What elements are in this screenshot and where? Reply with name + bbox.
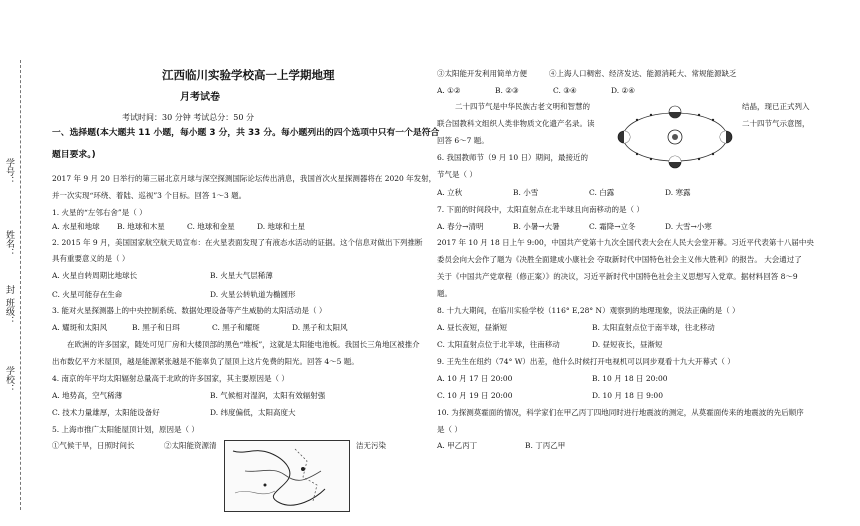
section1-heading-cont: 题目要求。) [52, 150, 96, 160]
q2-stem-line2: 具有重要意义的是（ ） [52, 254, 130, 263]
q1-option-b[interactable]: B. 地球和木星 [117, 222, 165, 231]
q3-stem: 3. 能对火星探测器上的中央控制系统、数据处理设备等产生威胁的太阳活动是（ ） [52, 306, 327, 315]
q2-stem-line1: 2. 2015 年 9 月，美国国家航空航天局宣布：在火星表面发现了有液态水活动的证据。这个信息对做出下列推断 [52, 238, 423, 247]
q5-option-c[interactable]: C. ③④ [553, 86, 577, 95]
earth-lit-half-left [624, 131, 630, 143]
q2-option-c[interactable]: C. 火星可能存在生命 [52, 290, 123, 299]
q10-stem-line1: 10. 为探测莫霍面的情况，科学家们在甲乙丙丁四地同时进行地震波的测定，从莫霍面传来的地震波的先后顺序 [437, 408, 804, 417]
passage3-line2-cont: 二十四节气示意图， [742, 119, 810, 128]
q6-option-d[interactable]: D. 寒露 [665, 188, 691, 197]
q3-option-b[interactable]: B. 黑子和日珥 [132, 323, 180, 332]
river [245, 470, 321, 480]
q2-option-a[interactable]: A. 火星自转周期比地球长 [52, 271, 138, 280]
q3-option-d[interactable]: D. 黑子和太阳风 [292, 323, 348, 332]
passage4-line4: 题。 [437, 289, 452, 298]
coastline [233, 451, 325, 506]
passage3-line1: 二十四节气是中华民族古老文明和智慧的 [455, 102, 590, 111]
q6-option-a[interactable]: A. 立秋 [437, 188, 463, 197]
q6-option-b[interactable]: B. 小雪 [513, 188, 539, 197]
passage2-line1: 在欧洲的许多国家，随处可见厂房和大楼顶部的黑色“堆板”，这就是太阳能电池板。我国长三角地区被推介 [67, 340, 420, 349]
q9-stem: 9. 王先生在纽约（74° W）出差，他什么时候打开电视机可以同步观看十九大开幕式（ ） [437, 357, 735, 366]
term-tick [650, 114, 652, 116]
seal-mark: 封 [4, 285, 14, 294]
q10-stem-line2: 是（ ） [437, 425, 462, 434]
exam-title: 江西临川实验学校高一上学期地理 [162, 68, 335, 82]
earth-dark-half-top [669, 112, 681, 118]
q5-option-d[interactable]: D. ②④ [611, 86, 635, 95]
q5-statement-2-cont: 洁无污染 [356, 441, 386, 450]
q5-statement-4: ④上海人口稠密、经济发达、能源消耗大、常规能源缺乏 [549, 69, 737, 78]
q5-statement-3: ③太阳能开发利用简单方便 [437, 69, 527, 78]
q1-option-a[interactable]: A. 水星和地球 [52, 222, 100, 231]
q1-option-d[interactable]: D. 地球和土星 [257, 222, 306, 231]
q1-stem: 1. 火星的“左邻右舍”是（ ） [52, 208, 147, 217]
q10-option-a[interactable]: A. 甲乙丙丁 [437, 441, 478, 450]
passage4-line2: 委员会向大会作了题为《决胜全面建成小康社会 夺取新时代中国特色社会主义伟大胜利》的报告。 大会通过了 [437, 255, 802, 264]
passage4-line3: 关于《中国共产党章程（修正案）》的决议，习近平新时代中国特色社会主义思想写入党章。据材料回答 8～9 [437, 272, 798, 281]
q5-option-b[interactable]: B. ②③ [495, 86, 519, 95]
passage1-line1: 2017 年 9 月 20 日举行的第三届北京月球与深空探测国际论坛传出消息，我国首次火星探测器将在 2020 年发射， [52, 174, 437, 183]
q6-stem-line2: 节气是（ ） [437, 170, 477, 179]
term-tick [650, 158, 652, 160]
q9-option-d[interactable]: D. 10 月 18 日 9:00 [592, 391, 663, 400]
student-number-label: 学号： [4, 158, 14, 185]
q8-option-d[interactable]: D. 昼短夜长，昼渐短 [592, 340, 663, 349]
term-tick [712, 153, 714, 155]
q5-option-a[interactable]: A. ①② [437, 86, 461, 95]
sun-core-icon [672, 134, 678, 140]
q7-stem: 7. 下面的时间段中，太阳直射点在北半球且向南移动的是（ ） [437, 205, 644, 214]
q8-option-b[interactable]: B. 太阳直射点位于南半球，往北移动 [592, 323, 715, 332]
q10-option-b[interactable]: B. 丁丙乙甲 [525, 441, 566, 450]
term-tick [636, 153, 638, 155]
q3-option-a[interactable]: A. 耀斑和太阳风 [52, 323, 108, 332]
q8-option-c[interactable]: C. 太阳直射点位于北半球，往南移动 [437, 340, 560, 349]
name-label: 姓名： [4, 230, 14, 257]
q8-stem: 8. 十九大期间，在临川实验学校（116° E,28° N）观察到的地理现象，说法正确的是（ ） [437, 306, 740, 315]
binding-dashed-line [20, 60, 21, 510]
term-tick [698, 114, 700, 116]
term-tick [636, 119, 638, 121]
shanghai-map-figure [224, 440, 350, 512]
city-marker [301, 467, 305, 471]
q4-stem: 4. 南京的年平均太阳辐射总量高于北欧的许多国家，其主要原因是（ ） [52, 374, 289, 383]
exam-meta: 考试时间：30 分钟 考试总分：50 分 [122, 113, 254, 122]
q5-stem: 5. 上海市推广太阳能屋顶计划，原因是（ ） [52, 425, 199, 434]
q7-option-b[interactable]: B. 小暑→大暑 [513, 222, 560, 231]
q7-option-d[interactable]: D. 大雪→小寒 [665, 222, 712, 231]
q1-option-c[interactable]: C. 地球和金星 [187, 222, 235, 231]
earth-lit-half-bottom [669, 156, 681, 162]
q4-option-b[interactable]: B. 气候相对湿润，太阳有效辐射强 [210, 391, 326, 400]
q4-option-c[interactable]: C. 技术力量雄厚，太阳能设备好 [52, 408, 160, 417]
q4-option-a[interactable]: A. 地势高，空气稀薄 [52, 391, 123, 400]
passage3-line3: 回答 6～7 题。 [437, 136, 489, 145]
q5-statement-1: ①气候干旱，日照时间长 [52, 441, 135, 450]
passage3-line2: 联合国教科文组织人类非物质文化遗产名录。读 [437, 119, 595, 128]
q3-option-c[interactable]: C. 黑子和耀斑 [212, 323, 260, 332]
binding-strip [0, 0, 28, 526]
passage3-line1-cont: 结晶，现已正式列入 [742, 102, 810, 111]
q9-option-b[interactable]: B. 10 月 18 日 20:00 [592, 374, 668, 383]
q7-option-c[interactable]: C. 霜降→立冬 [589, 222, 636, 231]
q6-option-c[interactable]: C. 白露 [589, 188, 615, 197]
isoline [235, 491, 275, 494]
q2-option-d[interactable]: D. 火星公转轨道为椭圆形 [210, 290, 296, 299]
earth-lit-half-right [720, 131, 726, 143]
q8-option-a[interactable]: A. 昼长夜短，昼渐短 [437, 323, 508, 332]
class-label: 班级： [4, 298, 14, 325]
term-tick [698, 158, 700, 160]
school-label: 学校： [4, 366, 14, 393]
q7-option-a[interactable]: A. 春分→清明 [437, 222, 484, 231]
passage2-line2: 出布数亿平方米屋顶，越是能源紧张越是不能辜负了屋顶上这片免费的阳光。回答 4～5 题。 [52, 357, 359, 366]
q9-option-a[interactable]: A. 10 月 17 日 20:00 [437, 374, 513, 383]
q9-option-c[interactable]: C. 10 月 19 日 20:00 [437, 391, 513, 400]
section1-heading: 一、选择题(本大题共 11 小题，每小题 3 分，共 33 分。每小题列出的四个选项中只有一个是符合 [52, 128, 440, 138]
term-tick [712, 119, 714, 121]
exam-subtitle: 月考试卷 [180, 92, 220, 103]
solar-terms-diagram [613, 98, 737, 176]
q5-statement-2: ②太阳能资源清 [164, 441, 217, 450]
city-marker [264, 484, 267, 487]
q4-option-d[interactable]: D. 纬度偏低，太阳高度大 [210, 408, 296, 417]
passage1-line2: 并一次实现“环绕、着陆、巡视”3 个目标。回答 1～3 题。 [52, 191, 247, 200]
q6-stem-line1: 6. 我国教师节（9 月 10 日）期间，最接近的 [437, 153, 589, 162]
passage4-line1: 2017 年 10 月 18 日上午 9:00，中国共产党第十九次全国代表大会在人民大会堂开幕。习近平代表第十八届中央 [437, 238, 814, 247]
q2-option-b[interactable]: B. 火星大气层稀薄 [210, 271, 273, 280]
